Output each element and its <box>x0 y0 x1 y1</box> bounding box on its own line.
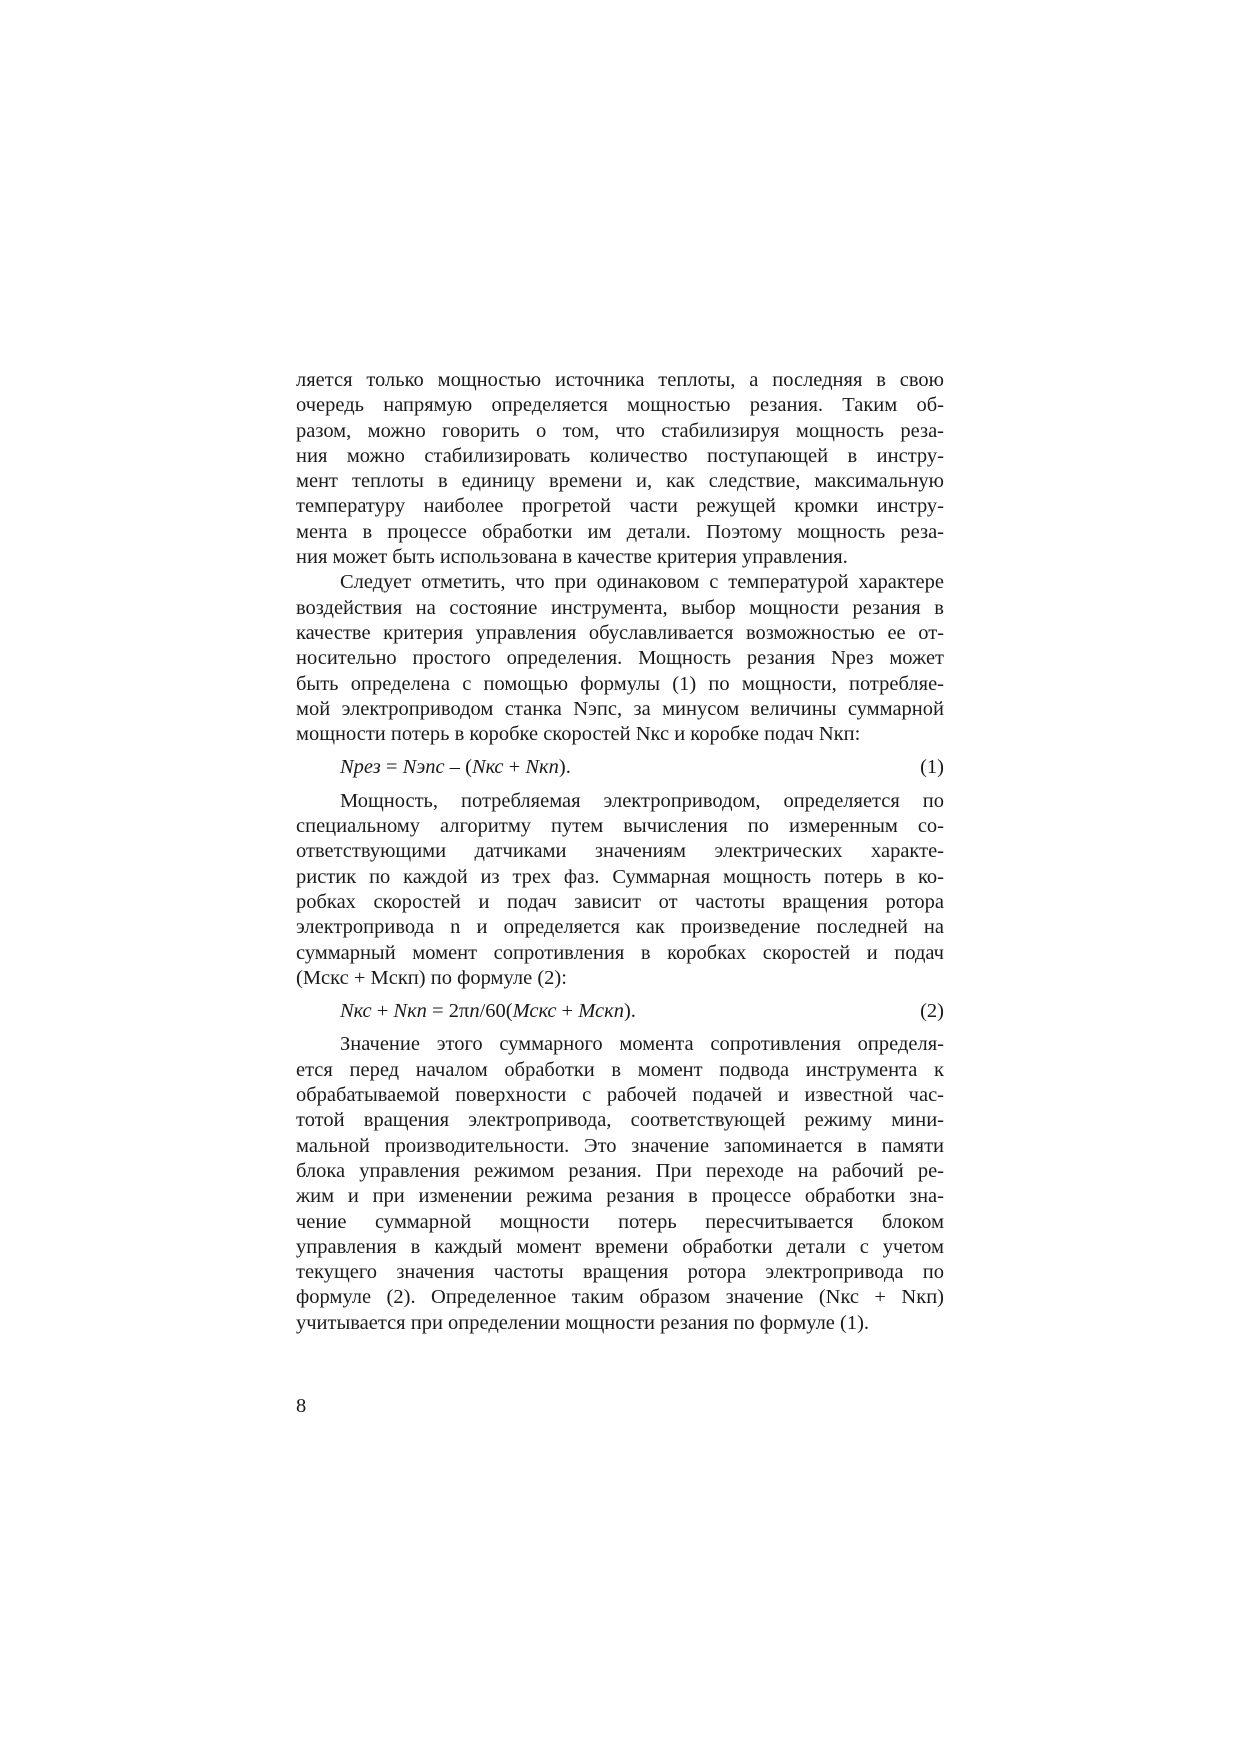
text-line: обрабатываемой поверхности с рабочей подачей и известной час- <box>296 1084 944 1107</box>
formula-1 <box>296 755 944 780</box>
paragraph-2 <box>296 570 944 747</box>
text-line: чение суммарной мощности потерь пересчитывается блоком <box>296 1210 944 1233</box>
text-line: мента в процессе обработки им детали. Поэтому мощность реза- <box>296 520 944 543</box>
text-line: блока управления режимом резания. При переходе на рабочий ре- <box>296 1159 944 1182</box>
paragraph-1 <box>296 368 944 570</box>
paragraph-4 <box>296 1032 944 1336</box>
text-line: мой электроприводом станка Nэпс, за минусом величины суммарной <box>296 697 944 720</box>
text-line: Мощность, потребляемая электроприводом, определяется по <box>340 789 944 812</box>
formula-2-number: (2) <box>920 1000 944 1023</box>
formula-2-expression: Nкс + Nкп = 2πn/60(Мскс + Мскп). <box>340 1000 636 1023</box>
text-line: качестве критерия управления обуславливается возможностью ее от- <box>296 621 944 644</box>
text-line: ния может быть использована в качестве критерия управления. <box>296 546 848 569</box>
text-line: ответствующими датчиками значениям электрических характе- <box>296 840 944 863</box>
body-text <box>296 368 944 1336</box>
text-line: суммарный момент сопротивления в коробках скоростей и подач <box>296 941 944 964</box>
text-line: воздействия на состояние инструмента, выбор мощности резания в <box>296 596 944 619</box>
text-line: Значение этого суммарного момента сопротивления определя- <box>340 1033 944 1056</box>
text-line: специальному алгоритму путем вычисления по измеренным со- <box>296 815 944 838</box>
text-line: текущего значения частоты вращения ротора электропривода по <box>296 1261 944 1284</box>
formula-1-number: (1) <box>920 756 944 779</box>
text-line: ется перед началом обработки в момент подвода инструмента к <box>296 1058 944 1081</box>
paragraph-3 <box>296 789 944 991</box>
text-line: электропривода n и определяется как произведение последней на <box>296 916 944 939</box>
text-line: жим и при изменении режима резания в процессе обработки зна- <box>296 1185 944 1208</box>
text-line: температуру наиболее прогретой части режущей кромки инстру- <box>296 495 944 518</box>
text-line: учитывается при определении мощности резания по формуле (1). <box>296 1311 870 1334</box>
formula-1-expression: Nрез = Nэпс – (Nкс + Nкп). <box>340 756 571 779</box>
text-line: быть определена с помощью формулы (1) по мощности, потребляе- <box>296 672 944 695</box>
text-line: ляется только мощностью источника теплоты, а последняя в свою <box>296 369 944 391</box>
text-line: мальной производительности. Это значение запоминается в памяти <box>296 1134 944 1157</box>
text-line: ния можно стабилизировать количество поступающей в инстру- <box>296 444 944 467</box>
text-line: тотой вращения электропривода, соответствующей режиму мини- <box>296 1109 944 1132</box>
text-line: формуле (2). Определенное таким образом значение (Nкс + Nкп) <box>296 1286 944 1309</box>
text-line: мощности потерь в коробке скоростей Nкс и коробке подач Nкп: <box>296 723 861 746</box>
text-line: носительно простого определения. Мощность резания Nрез может <box>296 647 944 670</box>
text-line: робках скоростей и подач зависит от частоты вращения ротора <box>296 890 944 913</box>
formula-2 <box>296 999 944 1024</box>
text-line: Следует отметить, что при одинаковом с температурой характере <box>340 571 944 594</box>
text-line: (Мскс + Мскп) по формуле (2): <box>296 966 567 989</box>
text-line: мент теплоты в единицу времени и, как следствие, максимальную <box>296 470 944 493</box>
text-line: разом, можно говорить о том, что стабилизируя мощность реза- <box>296 419 944 442</box>
text-line: ристик по каждой из трех фаз. Суммарная мощность потерь в ко- <box>296 865 944 888</box>
page-number: 8 <box>296 1395 307 1417</box>
text-line: очередь напрямую определяется мощностью резания. Таким об- <box>296 394 944 417</box>
text-line: управления в каждый момент времени обработки детали с учетом <box>296 1235 944 1258</box>
